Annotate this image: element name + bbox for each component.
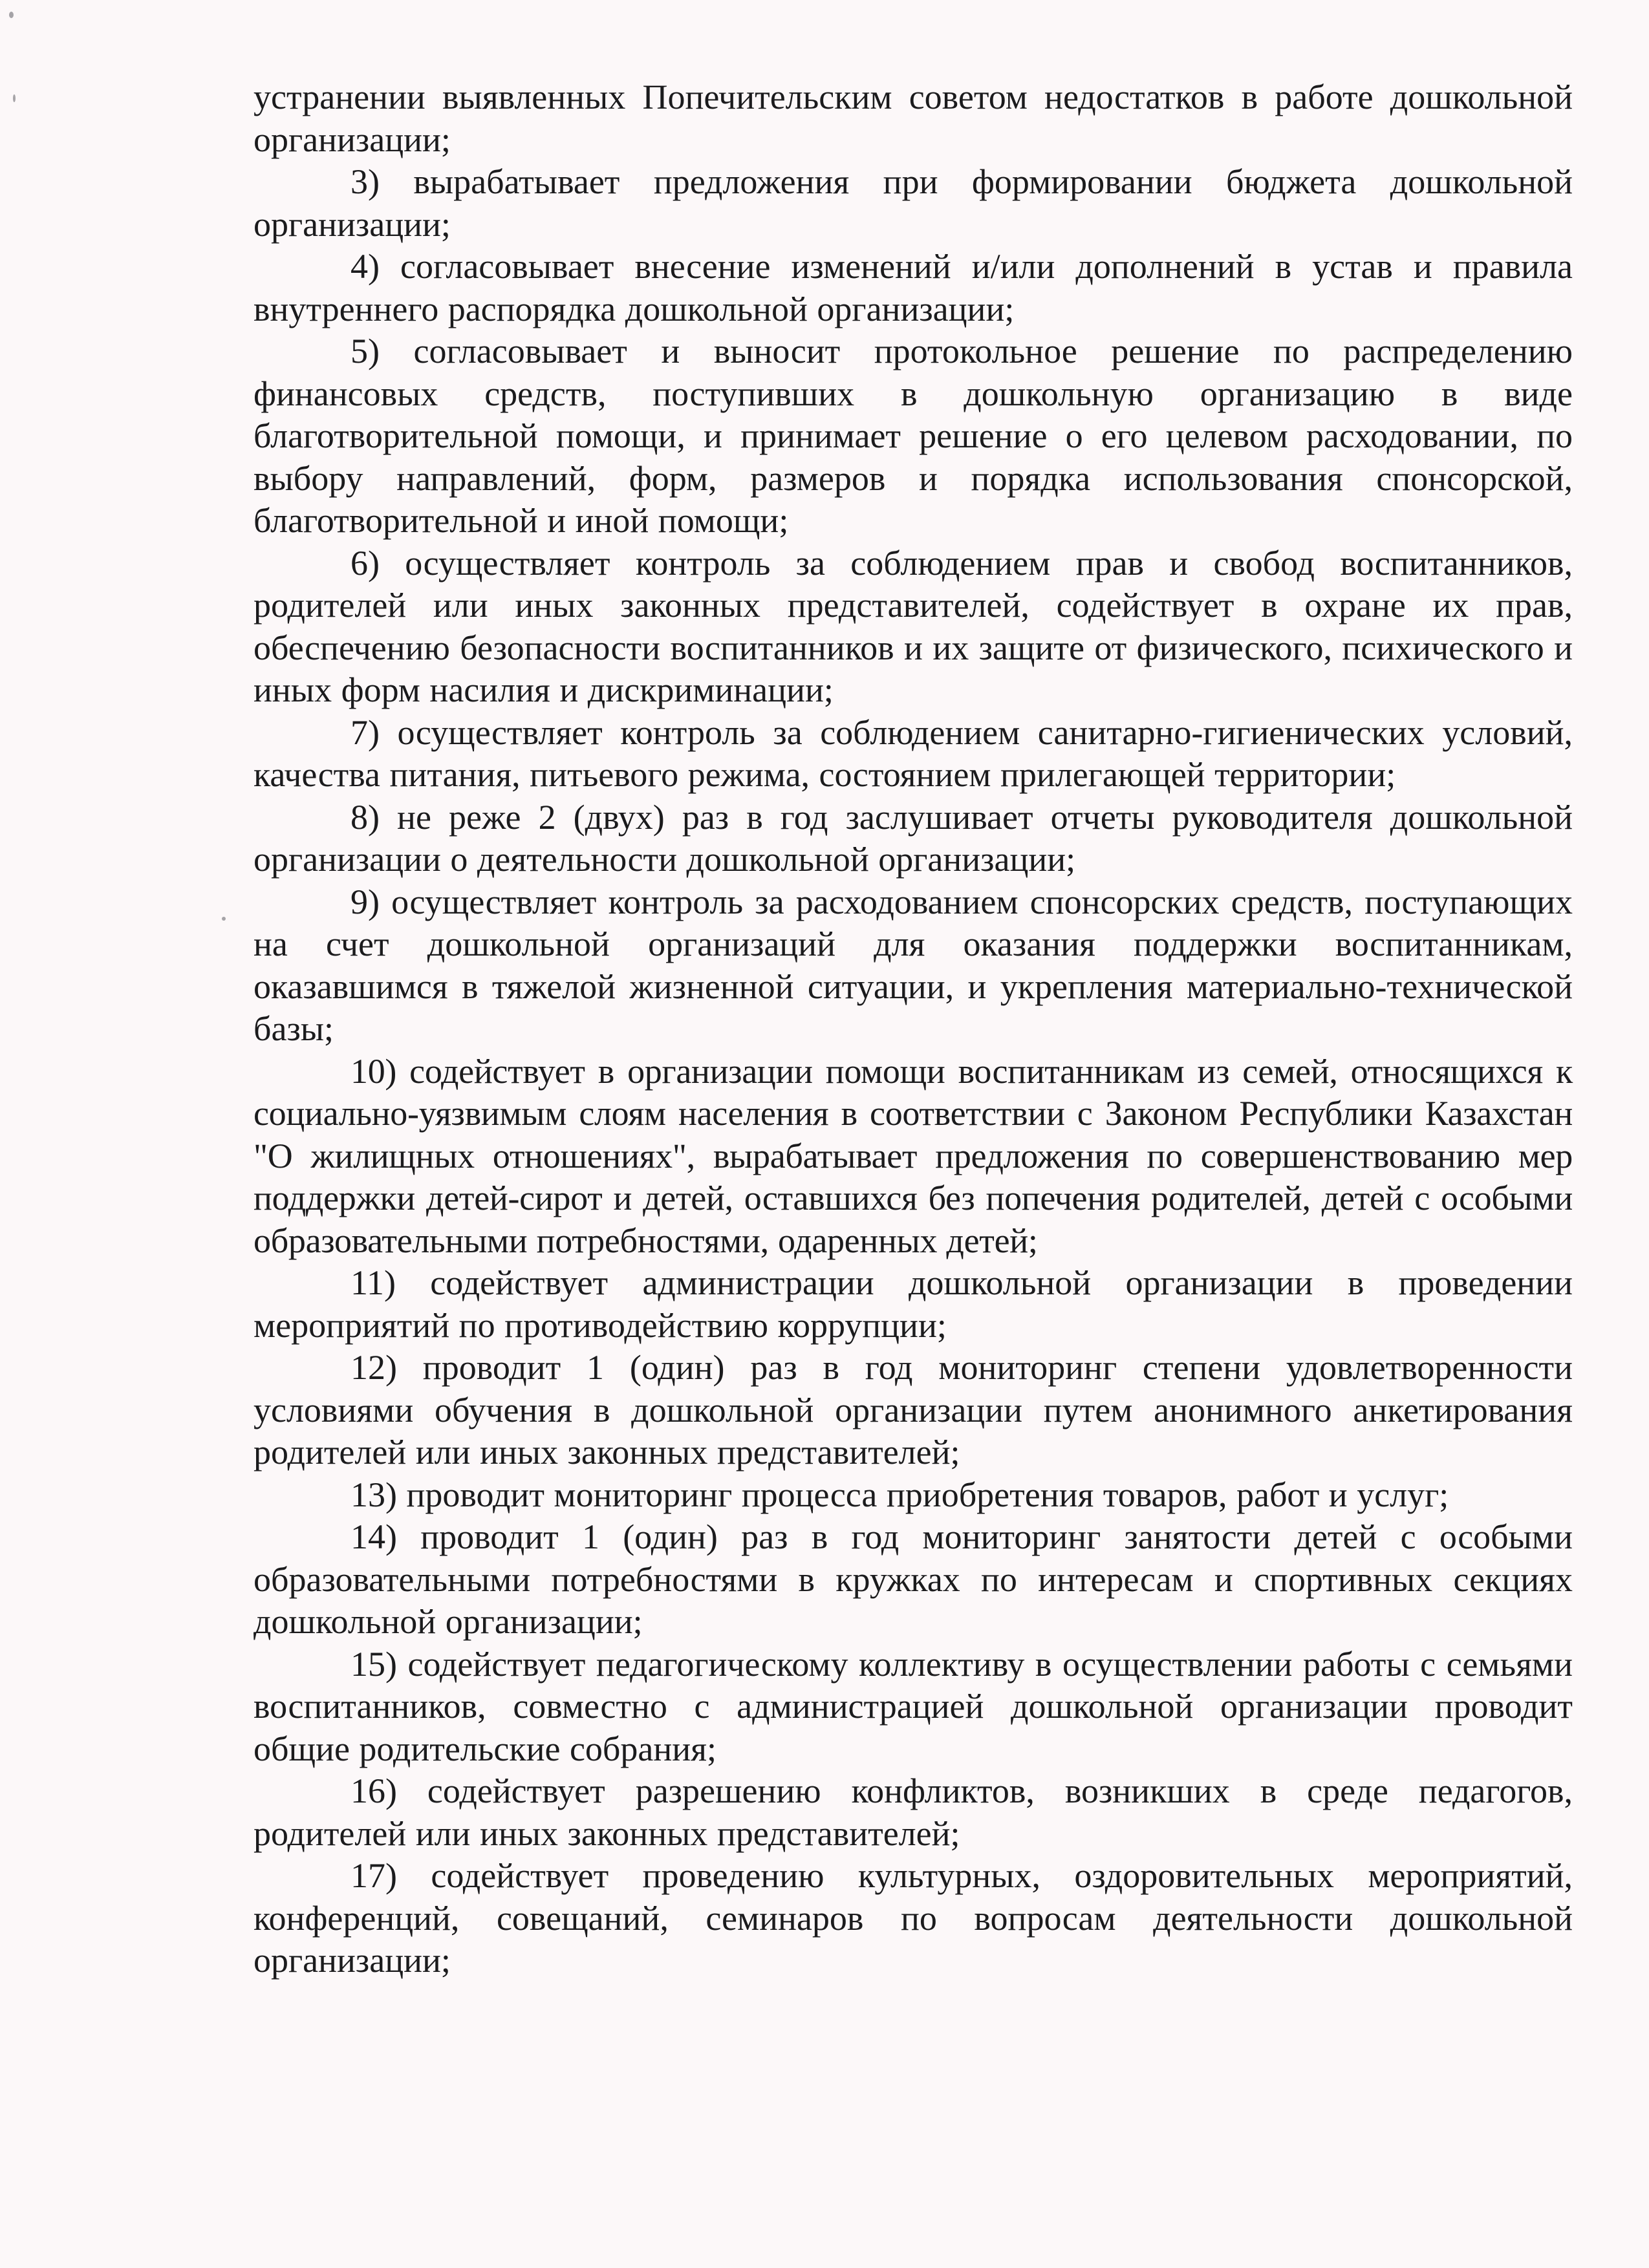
- paragraph-item-15: 15) содействует педагогическому коллективу в осуществлении работы с семьями воспитанников, совместно с администрацией дошкольной организации проводит общие родительские собрания;: [253, 1644, 1573, 1768]
- paragraph-item-8: 8) не реже 2 (двух) раз в год заслушивает отчеты руководителя дошкольной организации о деятельности дошкольной организации;: [253, 797, 1573, 879]
- paragraph-item-7: 7) осуществляет контроль за соблюдением санитарно-гигиенических условий, качества питания, питьевого режима, состоянием прилегающей территории;: [253, 712, 1573, 794]
- paragraph-item-9: 9) осуществляет контроль за расходованием спонсорских средств, поступающих на счет дошкольной организаций для оказания поддержки воспитанникам, оказавшимся в тяжелой жизненной ситуации, и укрепления материально-технической базы;: [253, 882, 1573, 1048]
- paragraph-item-3: 3) вырабатывает предложения при формировании бюджета дошкольной организации;: [253, 162, 1573, 244]
- scan-speck: [13, 94, 16, 102]
- paragraph-item-12: 12) проводит 1 (один) раз в год мониторинг степени удовлетворенности условиями обучения в дошкольной организации путем анонимного анкетирования родителей или иных законных представителей;: [253, 1348, 1573, 1471]
- paragraph-item-10: 10) содействует в организации помощи воспитанникам из семей, относящихся к социально-уязвимым слоям населения в соответствии с Законом Республики Казахстан "О жилищных отношениях", вырабатывает предложения по совершенствованию мер поддержки детей-сирот и детей, оставшихся без попечения родителей, детей с особыми образовательными потребностями, одаренных детей;: [253, 1051, 1573, 1260]
- paragraph-item-5: 5) согласовывает и выносит протокольное решение по распределению финансовых средств, поступивших в дошкольную организацию в виде благотворительной помощи, и принимает решение о его целевом расходовании, по выбору направлений, форм, размеров и порядка использования спонсорской, благотворительной и иной помощи;: [253, 332, 1573, 540]
- paragraph-item-4: 4) согласовывает внесение изменений и/или дополнений в устав и правила внутреннего распорядка дошкольной организации;: [253, 247, 1573, 328]
- paragraph-item-11: 11) содействует администрации дошкольной организации в проведении мероприятий по противодействию коррупции;: [253, 1263, 1573, 1345]
- paragraph-item-13: 13) проводит мониторинг процесса приобретения товаров, работ и услуг;: [350, 1475, 1449, 1514]
- scan-speck: [222, 917, 226, 921]
- paragraph-item-17: 17) содействует проведению культурных, оздоровительных мероприятий, конференций, совещаний, семинаров по вопросам деятельности дошкольной организации;: [253, 1856, 1573, 1980]
- scan-speck: [9, 12, 14, 18]
- paragraph-item-6: 6) осуществляет контроль за соблюдением прав и свобод воспитанников, родителей или иных законных представителей, содействует в охране их прав, обеспечению безопасности воспитанников и их защите от физического, психического и иных форм насилия и дискриминации;: [253, 543, 1573, 709]
- paragraph-item-14: 14) проводит 1 (один) раз в год мониторинг занятости детей с особыми образовательными потребностями в кружках по интересам и спортивных секциях дошкольной организации;: [253, 1517, 1573, 1641]
- paragraph-item-16: 16) содействует разрешению конфликтов, возникших в среде педагогов, родителей или иных законных представителей;: [253, 1771, 1573, 1853]
- paragraph-continuation: устранении выявленных Попечительским советом недостатков в работе дошкольной организации;: [253, 78, 1573, 159]
- document-body: [253, 76, 1573, 1982]
